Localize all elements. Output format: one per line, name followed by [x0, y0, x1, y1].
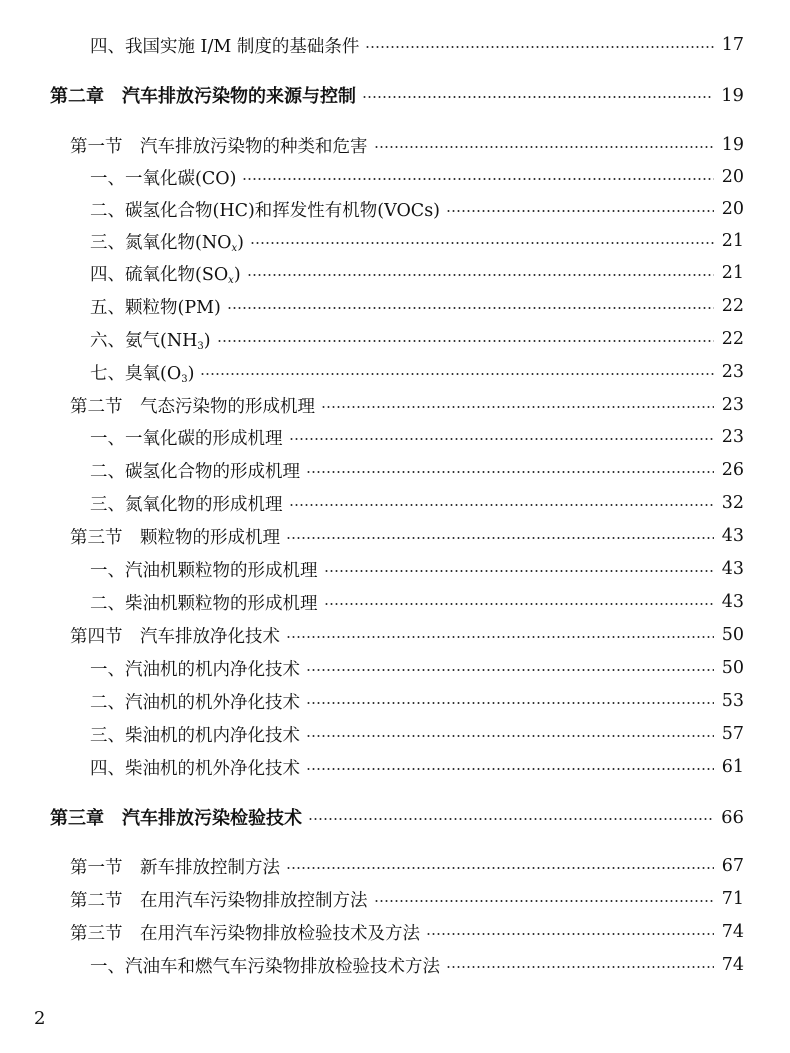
title-text: 七、臭氧(O [90, 363, 182, 384]
leader-dots [306, 735, 714, 737]
subscript: 3 [181, 373, 188, 385]
leader-dots [286, 867, 714, 869]
toc-item[interactable] [90, 686, 744, 716]
toc-entry-title [90, 755, 300, 780]
title-text: 四、硫氧化物(SO [90, 264, 229, 285]
leader-dots [308, 818, 713, 820]
title-text: 第二节 气态污染物的形成机理 [70, 396, 315, 417]
toc-entry-title [90, 197, 440, 222]
title-text: 五、颗粒物(PM) [90, 297, 221, 318]
title-text: 第三节 在用汽车污染物排放检验技术及方法 [70, 923, 420, 944]
toc-page-number: 74 [721, 955, 744, 975]
toc-item[interactable] [90, 162, 744, 192]
leader-dots [362, 96, 713, 98]
toc-section[interactable] [70, 521, 744, 551]
toc-item[interactable] [90, 587, 744, 617]
leader-dots [324, 570, 714, 572]
toc-section[interactable] [70, 390, 744, 420]
page-number: 2 [34, 1008, 46, 1029]
title-text: ) [237, 232, 244, 253]
toc-item[interactable] [90, 488, 744, 518]
toc-entry-title [70, 393, 315, 418]
leader-dots [227, 307, 714, 309]
toc-page-number: 53 [721, 691, 744, 711]
toc-item[interactable] [90, 258, 744, 288]
title-text: 一、一氧化碳(CO) [90, 168, 237, 189]
toc-item[interactable] [90, 194, 744, 224]
title-text: ) [187, 363, 195, 384]
toc-page-number: 43 [721, 526, 744, 546]
toc-page-number: 23 [721, 427, 744, 447]
toc-page-number: 23 [721, 362, 744, 382]
leader-dots [446, 966, 714, 968]
toc-chapter[interactable] [50, 802, 744, 832]
title-text: 一、汽油车和燃气车污染物排放检验技术方法 [90, 956, 440, 977]
toc-item[interactable] [90, 30, 744, 60]
toc-item[interactable] [90, 291, 744, 321]
leader-dots [242, 178, 713, 180]
leader-dots [374, 146, 714, 148]
toc-section[interactable] [70, 130, 744, 160]
title-text: 第三章 汽车排放污染检验技术 [50, 808, 302, 829]
toc-item[interactable] [90, 554, 744, 584]
title-text: 二、柴油机颗粒物的形成机理 [90, 593, 318, 614]
title-text: 二、碳氢化合物的形成机理 [90, 461, 300, 482]
toc-entry-title [90, 33, 359, 58]
leader-dots [306, 471, 714, 473]
title-text: 第三节 颗粒物的形成机理 [70, 527, 280, 548]
toc-item[interactable] [90, 422, 744, 452]
title-text: 六、氨气(NH [90, 330, 198, 351]
toc-item[interactable] [90, 752, 744, 782]
leader-dots [365, 46, 713, 48]
toc-section[interactable] [70, 620, 744, 650]
leader-dots [286, 537, 714, 539]
toc-item[interactable] [90, 324, 744, 354]
toc-chapter[interactable] [50, 80, 744, 110]
toc-page-number: 21 [721, 263, 744, 283]
title-text: 一、一氧化碳的形成机理 [90, 428, 283, 449]
leader-dots [306, 768, 714, 770]
subscript: x [231, 242, 238, 254]
leader-dots [306, 702, 714, 704]
toc-item[interactable] [90, 455, 744, 485]
toc-item[interactable] [90, 719, 744, 749]
leader-dots [426, 933, 714, 935]
toc-page-number: 22 [721, 329, 744, 349]
toc-item[interactable] [90, 226, 744, 256]
toc-page-number: 32 [721, 493, 744, 513]
toc-entry-title [70, 623, 280, 648]
title-text: 三、氮氧化物(NO [90, 232, 232, 253]
title-text: 三、氮氧化物的形成机理 [90, 494, 283, 515]
title-text: 第二节 在用汽车污染物排放控制方法 [70, 890, 368, 911]
leader-dots [289, 438, 714, 440]
toc-entry-title [70, 920, 420, 945]
toc-page-number: 57 [721, 724, 744, 744]
leader-dots [306, 669, 714, 671]
title-text: 三、柴油机的机内净化技术 [90, 725, 300, 746]
toc-entry-title [70, 854, 280, 879]
title-text: 第一节 汽车排放污染物的种类和危害 [70, 136, 368, 157]
title-text: 一、汽油机颗粒物的形成机理 [90, 560, 318, 581]
title-text: 第一节 新车排放控制方法 [70, 857, 280, 878]
toc-page-number: 71 [721, 889, 744, 909]
toc-page-number: 20 [721, 199, 744, 219]
toc-page-number: 67 [721, 856, 744, 876]
toc-page-number: 26 [721, 460, 744, 480]
title-text: 一、汽油机的机内净化技术 [90, 659, 300, 680]
toc-entry-title [90, 722, 300, 747]
toc-entry-title [70, 133, 368, 158]
toc-page-number: 20 [721, 167, 744, 187]
toc-page-number: 43 [721, 559, 744, 579]
title-text: 第二章 汽车排放污染物的来源与控制 [50, 86, 356, 107]
leader-dots [321, 406, 714, 408]
subscript: x [228, 274, 234, 286]
toc-entry-title [90, 953, 440, 978]
toc-page-number: 50 [721, 625, 744, 645]
toc-page-number: 61 [721, 757, 744, 777]
toc-page-number: 22 [721, 296, 744, 316]
leader-dots [289, 504, 714, 506]
toc-entry-title [90, 557, 318, 582]
toc-entry-title [50, 804, 302, 830]
leader-dots [446, 210, 714, 212]
toc-entry-title [70, 887, 368, 912]
toc-page-number: 43 [721, 592, 744, 612]
toc-entry-title [90, 590, 318, 615]
toc-entry-title [90, 261, 241, 286]
title-text: 四、我国实施 I/M 制度的基础条件 [90, 36, 360, 57]
leader-dots [324, 603, 714, 605]
toc-page-number: 66 [721, 806, 744, 828]
toc-item[interactable] [90, 653, 744, 683]
leader-dots [250, 242, 714, 244]
toc-entry-title [90, 689, 300, 714]
toc-section[interactable] [70, 851, 744, 881]
toc-entry-title [90, 165, 236, 190]
toc-item[interactable] [90, 950, 744, 980]
toc-entry-title [90, 294, 221, 319]
toc-section[interactable] [70, 917, 744, 947]
leader-dots [247, 274, 714, 276]
leader-dots [374, 900, 714, 902]
toc-page-number: 50 [721, 658, 744, 678]
toc-section[interactable] [70, 884, 744, 914]
toc-entry-title [90, 656, 300, 681]
subscript: 3 [197, 340, 204, 352]
toc-entry-title [90, 229, 244, 254]
title-text: 第四节 汽车排放净化技术 [70, 626, 280, 647]
toc-entry-title [50, 82, 356, 108]
toc-entry-title [90, 491, 283, 516]
toc-entry-title [90, 327, 211, 352]
title-text: ) [233, 264, 241, 285]
toc-entry-title [90, 425, 283, 450]
toc-page-number: 21 [721, 231, 744, 251]
toc-entry-title [90, 360, 194, 385]
title-text: 二、碳氢化合物(HC)和挥发性有机物(VOCs) [90, 200, 441, 221]
leader-dots [286, 636, 714, 638]
toc-entry-title [90, 458, 300, 483]
toc-item[interactable] [90, 357, 744, 387]
leader-dots [217, 340, 714, 342]
toc-page-number: 19 [721, 84, 744, 106]
toc-page-number: 23 [721, 395, 744, 415]
title-text: ) [203, 330, 211, 351]
leader-dots [200, 373, 713, 375]
title-text: 四、柴油机的机外净化技术 [90, 758, 300, 779]
toc-page-number: 17 [721, 35, 744, 55]
toc-page-number: 74 [721, 922, 744, 942]
toc-entry-title [70, 524, 280, 549]
toc-page-number: 19 [721, 135, 744, 155]
title-text: 二、汽油机的机外净化技术 [90, 692, 300, 713]
